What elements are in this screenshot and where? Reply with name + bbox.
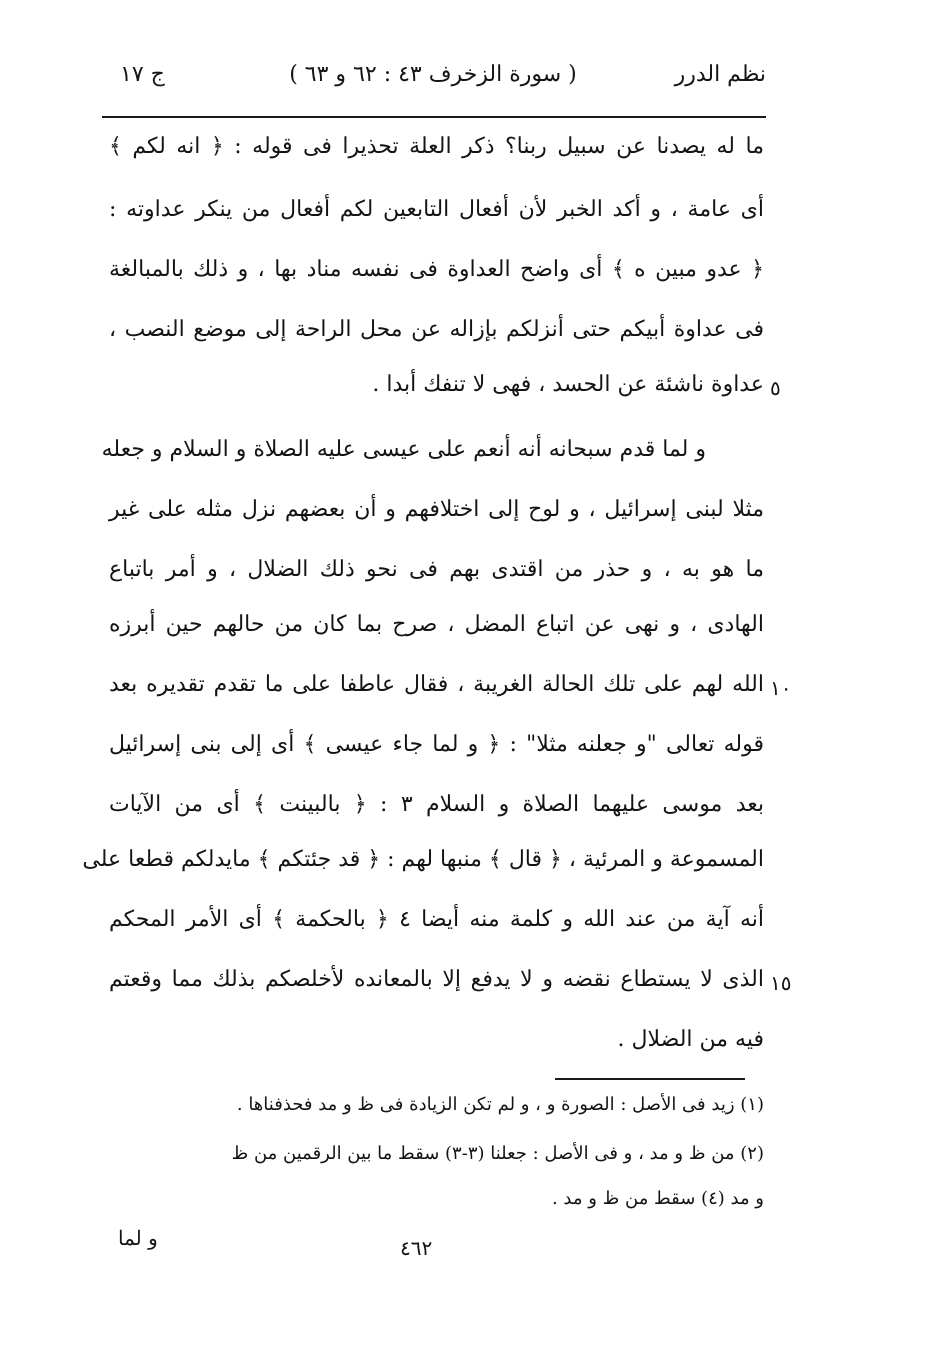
- text-line: عداوة ناشئة عن الحسد ، فهى لا تنفك أبدا .: [372, 372, 764, 397]
- text-line: الذى لا يستطاع نقضه و لا يدفع إلا بالمعانده لأخلصكم بذلك مما وقعتم: [109, 967, 764, 992]
- text-line: فى عداوة أبيكم حتى أنزلكم بإزاله عن محل الراحة إلى موضع النصب ،: [109, 317, 764, 342]
- header-rule: [102, 116, 766, 118]
- text-line: مثلا لبنى إسرائيل ، و لوح إلى اختلافهم و أن بعضهم نزل مثله على غير: [109, 497, 764, 522]
- text-line: بعد موسى عليهما الصلاة و السلام ٣ : ﴿ بالبينت ﴾ أى من الآيات: [109, 792, 764, 817]
- surah-info: ( سورة الزخرف ٤٣ : ٦٢ و ٦٣ ): [289, 62, 577, 87]
- text-line: فيه من الضلال .: [617, 1027, 764, 1052]
- footnote: (٢) من ظ و مد ، و فى الأصل : جعلنا (٣-٣) سقط ما بين الرقمين من ظ: [231, 1143, 764, 1164]
- line-number: ١٠: [770, 676, 792, 700]
- paragraph-first-line: و لما قدم سبحانه أنه أنعم على عيسى عليه الصلاة و السلام و جعله: [101, 437, 706, 462]
- footnote: و مد (٤) سقط من ظ و مد .: [551, 1188, 764, 1209]
- book-title: نظم الدرر: [674, 62, 766, 87]
- catchword: و لما: [118, 1226, 158, 1250]
- line-number: ٥: [770, 376, 781, 400]
- line-number: ١٥: [770, 971, 792, 995]
- text-line: الهادى ، و نهى عن اتباع المضل ، صرح بما كان من حالهم حين أبرزه: [109, 612, 764, 637]
- page-number: ٤٦٢: [400, 1236, 433, 1260]
- text-line: أى عامة ، و أكد الخبر لأن أفعال التابعين لكم أفعال من ينكر عداوته :: [109, 197, 764, 222]
- running-header: [100, 62, 766, 98]
- text-line: ما هو به ، و حذر من اقتدى بهم فى نحو ذلك الضلال ، و أمر باتباع: [109, 557, 764, 582]
- text-line: ما له يصدنا عن سبيل ربنا؟ ذكر العلة تحذيرا فى قوله : ﴿ انه لكم ﴾: [109, 134, 764, 159]
- footnote: (١) زيد فى الأصل : الصورة و ، و لم تكن الزيادة فى ظ و مد فحذفناها .: [236, 1094, 764, 1115]
- text-line: ﴿ عدو مبين ه ﴾ أى واضح العداوة فى نفسه مناد بها ، و ذلك بالمبالغة: [109, 257, 764, 282]
- text-line: الله لهم على تلك الحالة الغريبة ، فقال عاطفا على ما تقدم تقديره بعد: [109, 672, 764, 697]
- text-line: أنه آية من عند الله و كلمة منه أيضا ٤ ﴿ بالحكمة ﴾ أى الأمر المحكم: [109, 907, 764, 932]
- volume-number: ج ١٧: [120, 62, 165, 87]
- text-line: المسموعة و المرئية ، ﴿ قال ﴾ منبها لهم : ﴿ قد جئتكم ﴾ مايدلكم قطعا على: [82, 847, 764, 872]
- text-line: قوله تعالى "و جعلنه مثلا" : ﴿ و لما جاء عيسى ﴾ أى إلى بنى إسرائيل: [109, 732, 764, 757]
- footnote-rule: [555, 1078, 745, 1080]
